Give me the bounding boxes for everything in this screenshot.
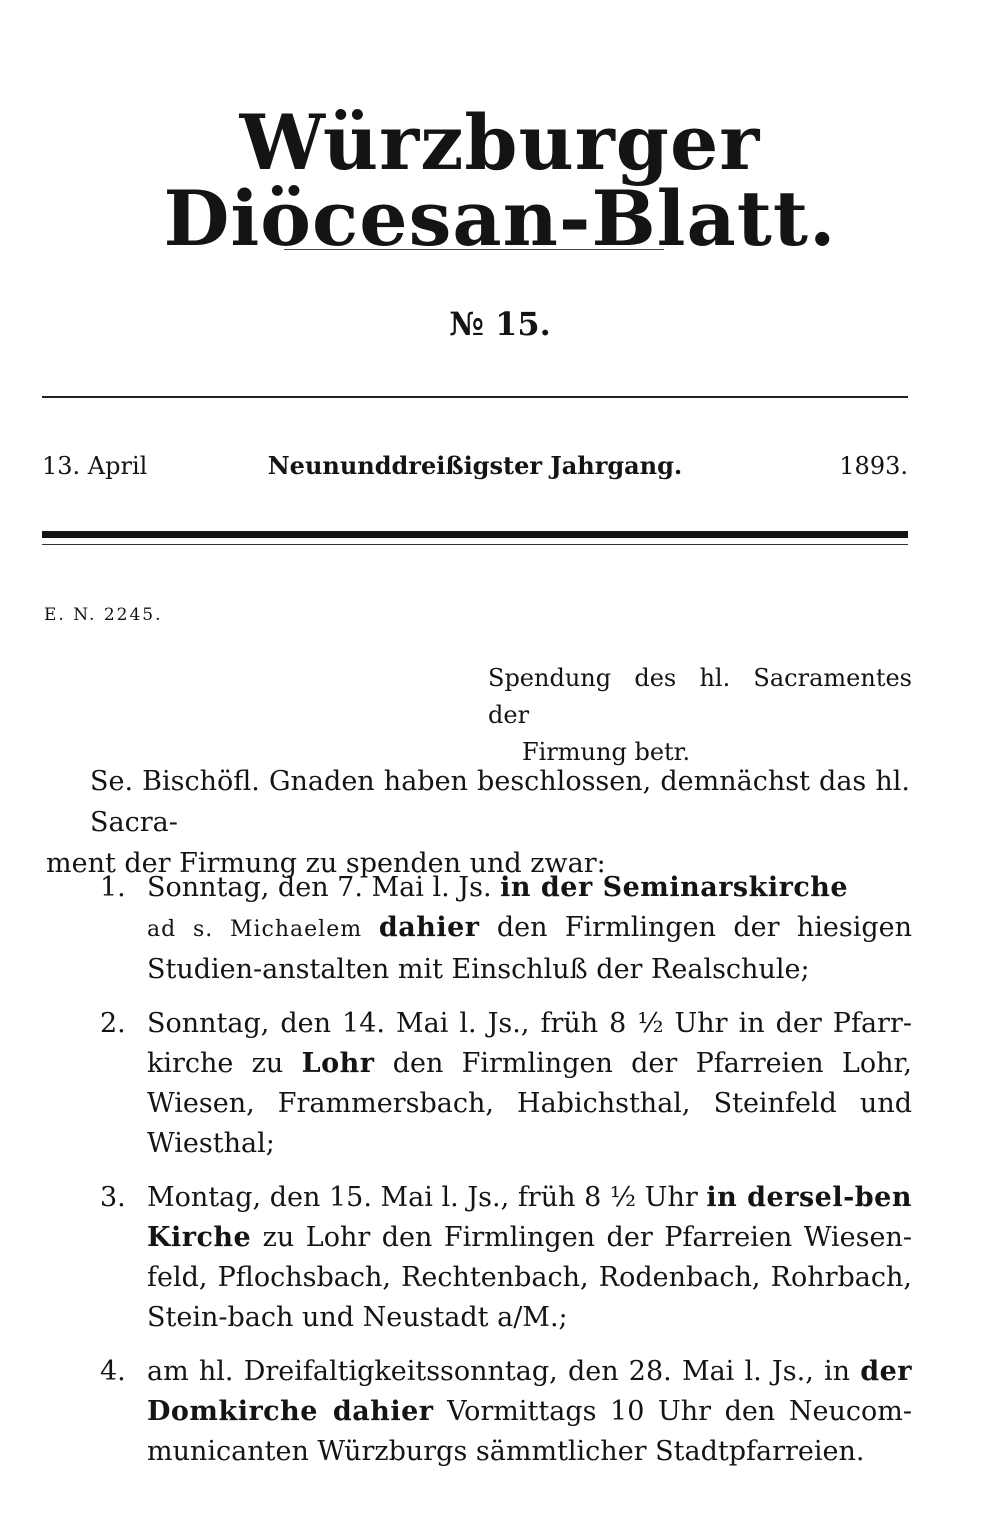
subject-heading (488, 660, 912, 771)
list-item (44, 868, 912, 990)
issue-number: № 15. (449, 305, 551, 343)
intro-line-2: ment der Firmung zu spenden und zwar: (46, 848, 606, 879)
item-text: den Firmlingen der Pfarreien Lohr, Wiesen, Frammersbach, Habichsthal, Steinfeld und Wiesthal; (147, 1048, 913, 1159)
intro-line-1: Se. Bischöfl. Gnaden haben beschlossen, demnächst das hl. Sacra- (90, 766, 910, 838)
item-latin: ad s. Michaelem (147, 917, 379, 942)
reference-number: E. N. 2245. (44, 605, 163, 625)
thin-rule-under (42, 544, 908, 545)
item-text: den Firmlingen der hiesigen Studien-anstalten mit Einschluß der Realschule; (147, 912, 912, 985)
header-rule (42, 396, 908, 398)
item-emphasis: in dersel-ben Kirche (147, 1182, 912, 1253)
item-text: Sonntag, den 7. Mai l. Js. (147, 872, 501, 903)
volume-label: Neununddreißigster Jahrgang. (267, 451, 683, 480)
confirmation-list (44, 868, 912, 1472)
item-emphasis: Lohr (301, 1048, 375, 1079)
item-number: 1. (100, 872, 126, 903)
masthead-title: Würzburger Diöcesan-Blatt. (163, 98, 837, 263)
item-emphasis: dahier (378, 912, 480, 943)
list-item (44, 1004, 912, 1164)
item-number: 4. (100, 1356, 126, 1387)
item-emphasis: in der Seminarskirche (500, 872, 849, 903)
issue-year: 1893. (839, 452, 908, 480)
item-emphasis: der Domkirche dahier (147, 1356, 912, 1427)
item-number: 2. (100, 1008, 126, 1039)
list-item (44, 1352, 912, 1472)
item-text: Vormittags 10 Uhr den Neucom-municanten Würzburgs sämmtlicher Stadtpfarreien. (147, 1396, 912, 1467)
item-number: 3. (100, 1182, 126, 1213)
item-text: zu Lohr den Firmlingen der Pfarreien Wiesen-feld, Pflochsbach, Rechtenbach, Rodenbach, Rohrbach, Stein-bach und Neustadt a/M.; (147, 1222, 912, 1333)
issue-date: 13. April (42, 452, 148, 480)
item-text: am hl. Dreifaltigkeitssonntag, den 28. Mai l. Js., in (147, 1356, 861, 1387)
intro-paragraph (46, 761, 910, 884)
item-text: Montag, den 15. Mai l. Js., früh 8 ½ Uhr (147, 1182, 707, 1213)
title-divider (284, 249, 664, 250)
thick-rule (42, 531, 908, 538)
item-text: Sonntag, den 14. Mai l. Js., früh 8 ½ Uhr in der Pfarr-kirche zu (147, 1008, 912, 1079)
subject-line-2: Firmung betr. (522, 738, 691, 766)
subject-line-1: Spendung des hl. Sacramentes der (488, 664, 912, 729)
dateline (42, 446, 908, 486)
list-item (44, 1178, 912, 1338)
